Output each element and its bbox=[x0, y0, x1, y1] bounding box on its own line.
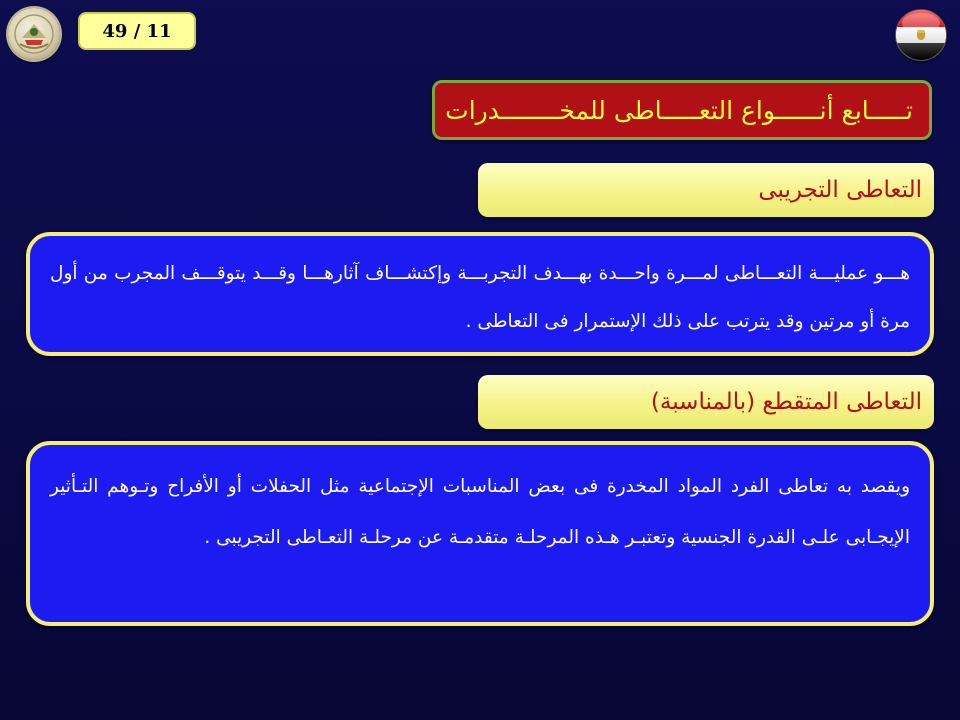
section-heading-experimental: التعاطى التجريبى bbox=[478, 163, 934, 217]
section-body-text: هـــو عمليـــة التعـــاطى لمـــرة واحـــدة بهـــدف التجربـــة وإكتشـــاف آثارهـــا وقـــد يتوقـــف المجرب من أول مرة أو مرتين وقد يترتب على ذلك الإستمرار فى التعاطى . bbox=[50, 263, 910, 332]
section-body-occasional bbox=[26, 441, 934, 626]
flag-black-band bbox=[896, 43, 946, 60]
egypt-flag-icon bbox=[896, 10, 946, 60]
section-body-experimental bbox=[26, 232, 934, 356]
emblem-icon bbox=[8, 8, 60, 60]
slide-title: تـــــابع أنــــــواع التعـــــاطى للمخــــــــدرات bbox=[432, 80, 932, 140]
flag-gloss bbox=[902, 13, 940, 33]
section-heading-occasional: التعاطى المتقطع (بالمناسبة) bbox=[478, 375, 934, 429]
page-counter: 49 / 11 bbox=[78, 12, 196, 50]
section-body-text: ويقصد به تعاطى الفرد المواد المخدرة فى بعض المناسبات الإجتماعية مثل الحفلات أو الأفراح وتـوهم التـأثير الإيجـابى علـى القدرة الجنسية وتعتبـر هـذه المرحلـة متقدمـة عن مرحلـة التعـاطى التجريبى . bbox=[50, 476, 910, 548]
emblem-graphic bbox=[8, 8, 60, 60]
